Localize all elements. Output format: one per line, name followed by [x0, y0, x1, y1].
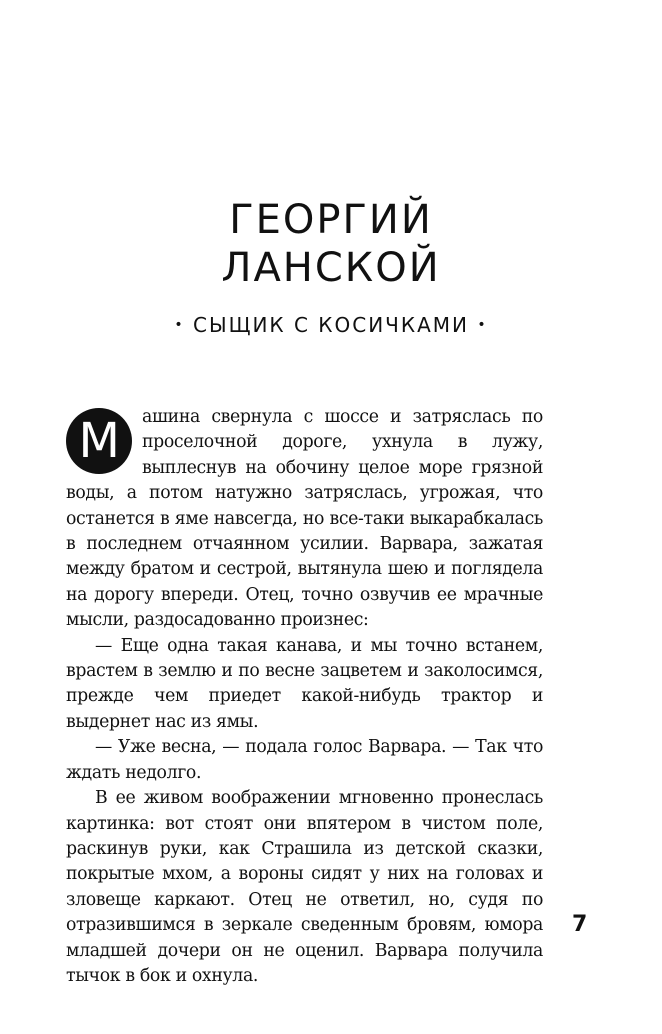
paragraph-4: В ее живом воображении мгновенно пронеслась картинка: вот стоят они впятером в чистом поле, раскинув руки, как Страшила из детской сказки, покрытые мхом, а вороны сидят у них на головах и зловеще каркают. Отец не ответил, но, судя по отразившимся в зеркале сведенным бровям, юмора младшей дочери он не оценил. Варвара получила тычок в бок и охнула. [66, 788, 543, 986]
author-last-name: ЛАНСКОЙ [221, 245, 441, 291]
drop-cap: М [66, 408, 132, 474]
paragraph-3: — Уже весна, — подала голос Варвара. — Так что ждать недолго. [66, 737, 543, 783]
author-name [0, 196, 662, 292]
paragraph-2: — Еще одна такая канава, и мы точно встанем, врастем в землю и по весне зацветем и заколосимся, прежде чем приедет какой-нибудь трактор и выдернет нас из ямы. [66, 635, 543, 732]
book-title-text: СЫЩИК С КОСИЧКАМИ [192, 313, 469, 337]
author-first-name: ГЕОРГИЙ [229, 197, 433, 243]
paragraph-1-text: ашина свернула с шоссе и затряслась по проселочной дороге, ухнула в лужу, выплеснув на обочину целое море грязной воды, а потом натужно затряслась, угрожая, что останется в яме навсегда, но все-таки выкарабкалась в последнем отчаянном усилии. Варвара, зажатая между братом и сестрой, вытянула шею и поглядела на дорогу впереди. Отец, точно озвучив ее мрачные мысли, раздосадованно произнес: [66, 407, 543, 631]
book-title [0, 312, 662, 338]
body-text [66, 405, 543, 989]
bullet-right-icon: • [477, 317, 488, 333]
paragraph-1 [66, 405, 543, 634]
bullet-left-icon: • [174, 317, 185, 333]
page-number: 7 [572, 912, 588, 937]
